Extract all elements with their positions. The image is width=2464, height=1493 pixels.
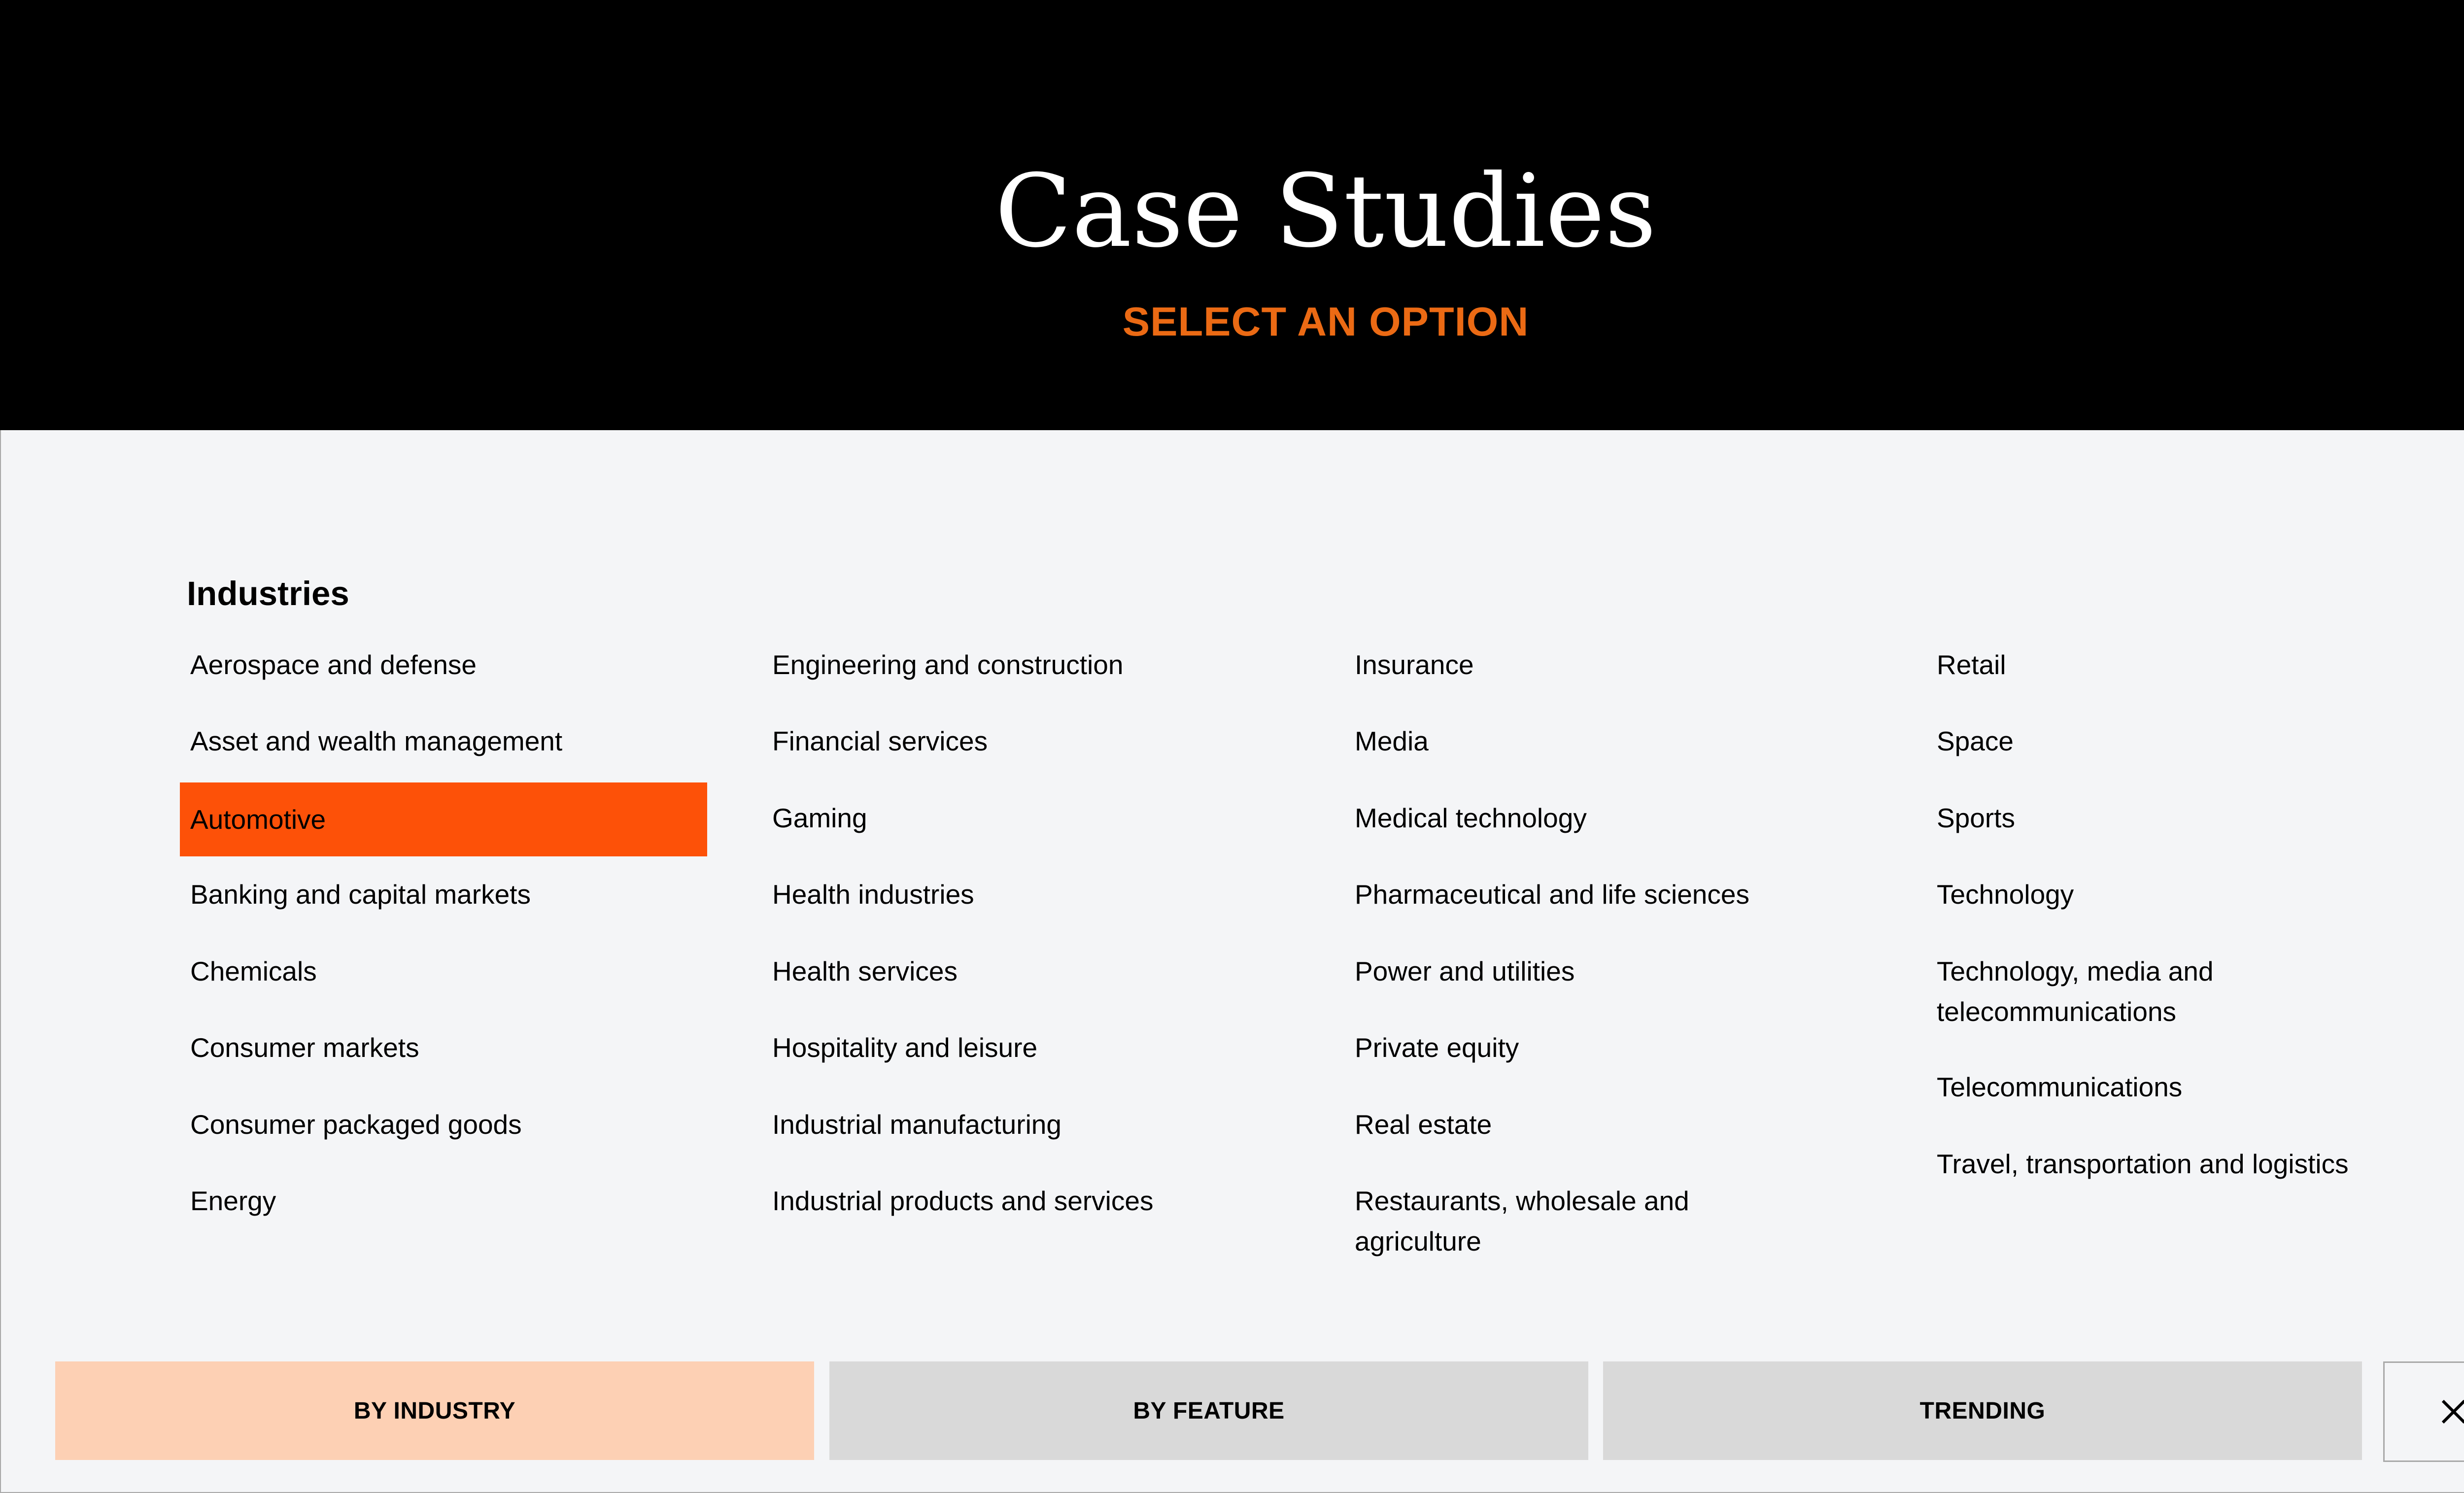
industry-item[interactable]: Hospitality and leisure <box>772 1032 1038 1063</box>
industry-item[interactable]: Energy <box>190 1186 276 1216</box>
industry-item[interactable]: Restaurants, wholesale and agriculture <box>1355 1186 1689 1256</box>
industry-item[interactable]: Private equity <box>1355 1032 1519 1063</box>
close-button[interactable] <box>2383 1361 2464 1462</box>
industry-item[interactable]: Retail <box>1937 649 2006 680</box>
page-subtitle: SELECT AN OPTION <box>1122 299 1529 344</box>
industry-item[interactable]: Media <box>1355 726 1429 756</box>
industry-item[interactable]: Medical technology <box>1355 803 1587 833</box>
section-heading-industries: Industries <box>187 575 349 612</box>
industry-item-selected[interactable]: Automotive <box>180 782 707 856</box>
industry-item[interactable]: Telecommunications <box>1937 1072 2183 1102</box>
tab-trending[interactable]: TRENDING <box>1603 1361 2362 1460</box>
industry-item[interactable]: Health industries <box>772 879 974 910</box>
industry-item[interactable]: Insurance <box>1355 649 1474 680</box>
industry-item[interactable]: Industrial manufacturing <box>772 1109 1061 1140</box>
industry-item[interactable]: Banking and capital markets <box>190 879 531 910</box>
industry-item[interactable]: Real estate <box>1355 1109 1492 1140</box>
close-icon <box>2440 1398 2464 1425</box>
industry-item[interactable]: Travel, transportation and logistics <box>1937 1149 2349 1179</box>
industry-item[interactable]: Engineering and construction <box>772 649 1124 680</box>
tab-by-feature[interactable]: BY FEATURE <box>829 1361 1588 1460</box>
industry-item[interactable]: Chemicals <box>190 956 317 986</box>
industry-item[interactable]: Power and utilities <box>1355 956 1575 986</box>
industry-item[interactable]: Aerospace and defense <box>190 649 477 680</box>
industry-item[interactable]: Asset and wealth management <box>190 726 563 756</box>
page-header <box>0 0 2464 430</box>
industry-item[interactable]: Pharmaceutical and life sciences <box>1355 879 1749 910</box>
industry-item[interactable]: Financial services <box>772 726 988 756</box>
industry-item[interactable]: Technology, media and telecommunications <box>1937 956 2214 1027</box>
industry-item[interactable]: Sports <box>1937 803 2015 833</box>
industry-item[interactable]: Consumer markets <box>190 1032 419 1063</box>
industry-item[interactable]: Consumer packaged goods <box>190 1109 522 1140</box>
page-title: Case Studies <box>994 153 1657 270</box>
industry-item[interactable]: Space <box>1937 726 2014 756</box>
industry-item[interactable]: Gaming <box>772 803 867 833</box>
tab-by-industry[interactable]: BY INDUSTRY <box>55 1361 814 1460</box>
industry-item[interactable]: Industrial products and services <box>772 1186 1154 1216</box>
industry-item[interactable]: Technology <box>1937 879 2074 910</box>
industry-item[interactable]: Health services <box>772 956 958 986</box>
